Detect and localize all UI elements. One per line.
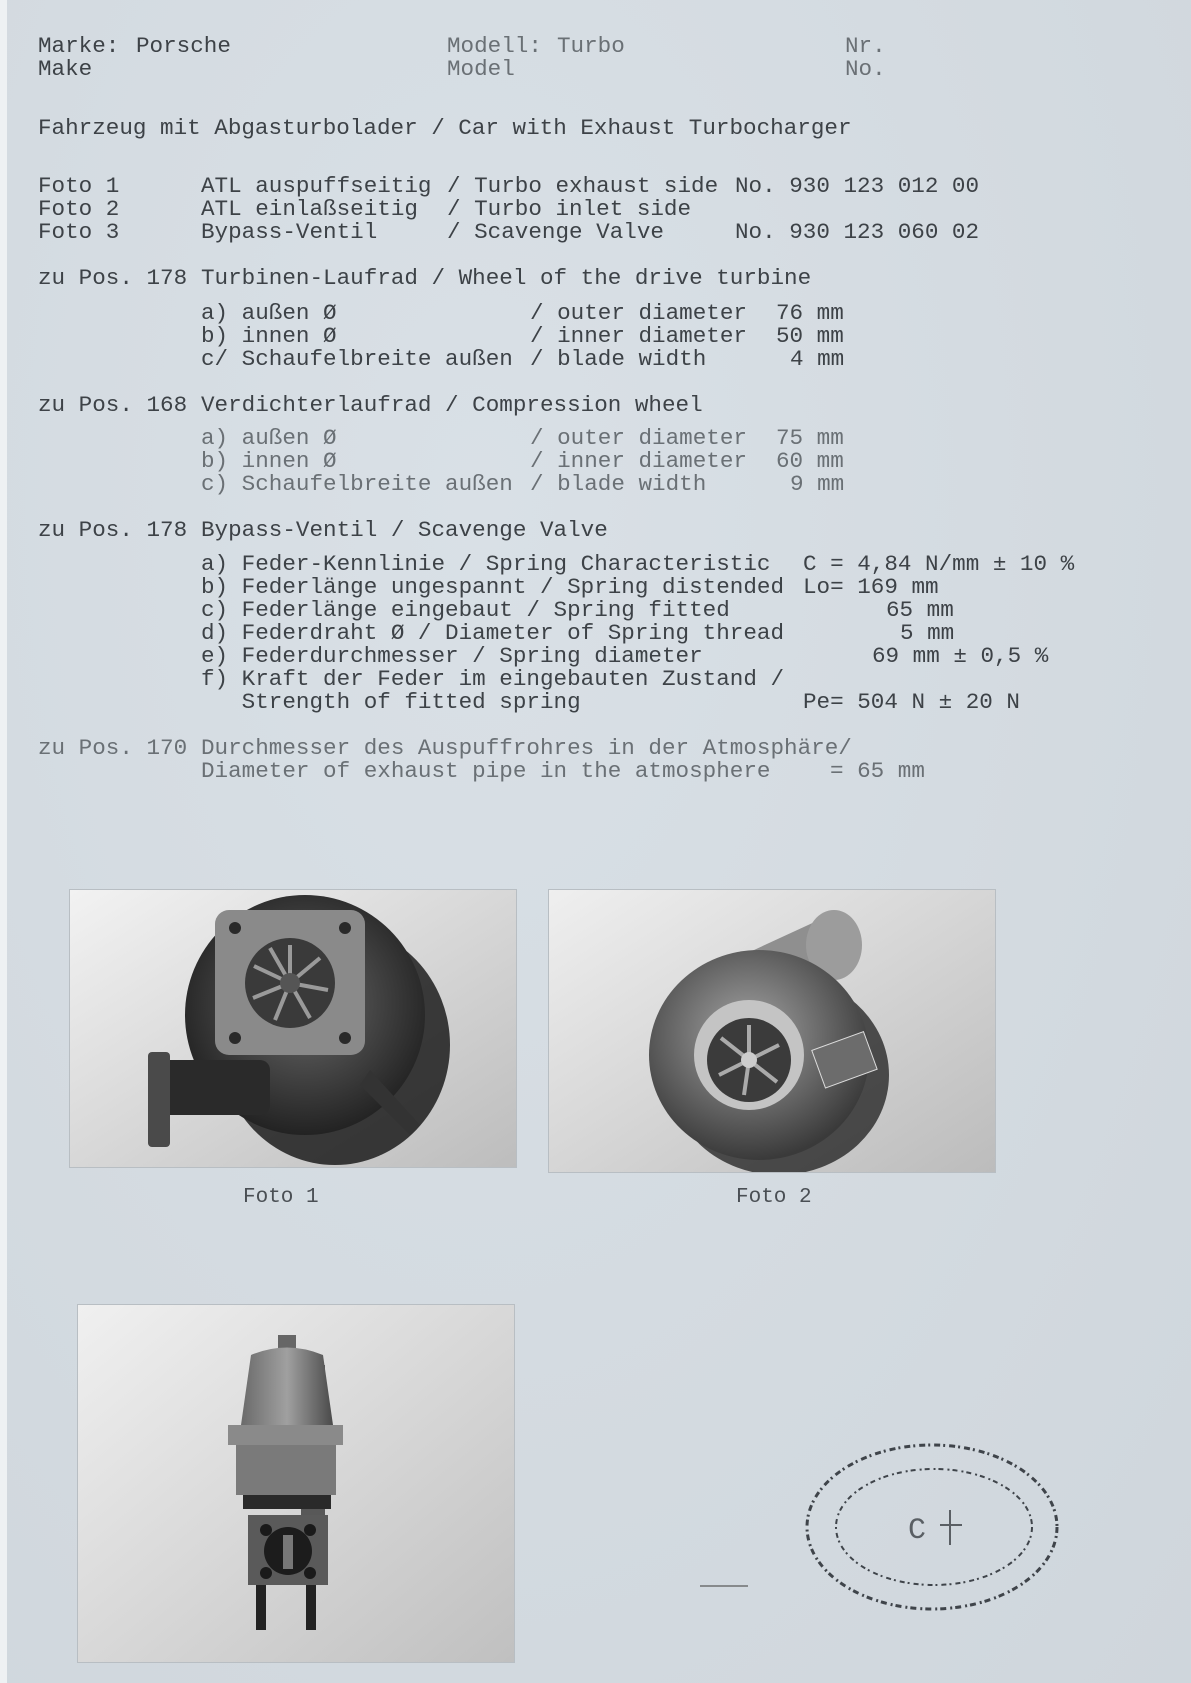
spring-spec-value: Pe= 504 N ± 20 N — [803, 689, 1020, 715]
spring-spec-value: 5 mm — [900, 620, 955, 646]
photo-list-de: Bypass-Ventil — [201, 219, 378, 245]
spec-label-en: / blade width — [530, 346, 707, 372]
spec-label-de: a) außen Ø — [201, 300, 337, 326]
photo-list-label: Foto 3 — [38, 219, 120, 245]
photo-list-label: Foto 1 — [38, 173, 120, 199]
spring-spec-label: e) Federdurchmesser / Spring diameter — [201, 643, 703, 669]
photo2-caption: Foto 2 — [736, 1186, 812, 1209]
model-label-en: Model — [447, 56, 515, 82]
official-stamp — [800, 1440, 1065, 1615]
photo1-caption: Foto 1 — [243, 1186, 319, 1209]
photo-list-number: No. 930 123 060 02 — [735, 219, 980, 245]
section-pos: zu Pos. 168 — [38, 392, 188, 418]
stamp-text: C — [908, 1514, 927, 1548]
photo-list-de: ATL auspuffseitig — [201, 173, 432, 199]
make-value: Porsche — [136, 33, 231, 59]
photo-list-de: ATL einlaßseitig — [201, 196, 418, 222]
subject-line: Fahrzeug mit Abgasturbolader / Car with Exhaust Turbocharger — [38, 115, 852, 141]
photo-list-en: / Scavenge Valve — [447, 219, 664, 245]
make-label-en: Make — [38, 56, 93, 82]
spring-spec-label: f) Kraft der Feder im eingebauten Zustand / — [201, 666, 785, 692]
spring-spec-label: d) Federdraht Ø / Diameter of Spring thread — [201, 620, 785, 646]
spec-label-en: / inner diameter — [530, 323, 747, 349]
spring-spec-value: C = 4,84 N/mm ± 10 % — [803, 551, 1075, 577]
section-line: Diameter of exhaust pipe in the atmosphere — [201, 758, 771, 784]
spring-spec-value: 65 mm — [886, 597, 954, 623]
spec-value: 60 mm — [776, 448, 844, 474]
photo-list-number: No. 930 123 012 00 — [735, 173, 980, 199]
section-pos: zu Pos. 178 — [38, 265, 188, 291]
spec-label-de: a) außen Ø — [201, 425, 337, 451]
spring-spec-label: b) Federlänge ungespannt / Spring distended — [201, 574, 785, 600]
spec-label-en: / outer diameter — [530, 300, 747, 326]
spec-value: 76 mm — [776, 300, 844, 326]
make-label: Marke: — [38, 33, 120, 59]
spec-label-de: b) innen Ø — [201, 323, 337, 349]
photo-turbo-exhaust-side — [70, 890, 516, 1167]
nr-label: Nr. — [845, 33, 886, 59]
no-label: No. — [845, 56, 886, 82]
section-pos: zu Pos. 178 — [38, 517, 188, 543]
spring-spec-label: Strength of fitted spring — [201, 689, 581, 715]
spec-value: 9 mm — [790, 471, 845, 497]
section-value: = 65 mm — [830, 758, 925, 784]
photo-scavenge-valve — [78, 1305, 514, 1662]
section-title: Verdichterlaufrad / Compression wheel — [201, 392, 703, 418]
signature-mark — [700, 1585, 748, 1587]
spec-label-en: / outer diameter — [530, 425, 747, 451]
spec-value: 75 mm — [776, 425, 844, 451]
section-title: Turbinen-Laufrad / Wheel of the drive turbine — [201, 265, 812, 291]
spec-label-en: / blade width — [530, 471, 707, 497]
spring-spec-label: c) Federlänge eingebaut / Spring fitted — [201, 597, 730, 623]
model-label: Modell: — [447, 33, 542, 59]
photo-turbo-inlet-side — [549, 890, 995, 1172]
photo-list-label: Foto 2 — [38, 196, 120, 222]
spec-value: 50 mm — [776, 323, 844, 349]
section-title: Bypass-Ventil / Scavenge Valve — [201, 517, 608, 543]
spec-label-en: / inner diameter — [530, 448, 747, 474]
spring-spec-value: Lo= 169 mm — [803, 574, 939, 600]
spec-label-de: c) Schaufelbreite außen — [201, 471, 513, 497]
photo-list-en: / Turbo exhaust side — [447, 173, 719, 199]
page-edge — [0, 0, 7, 1683]
spec-label-de: c/ Schaufelbreite außen — [201, 346, 513, 372]
model-value: Turbo — [557, 33, 625, 59]
section-pos: zu Pos. 170 — [38, 735, 188, 761]
spec-label-de: b) innen Ø — [201, 448, 337, 474]
spec-value: 4 mm — [790, 346, 845, 372]
spring-spec-value: 69 mm ± 0,5 % — [872, 643, 1049, 669]
photo-list-en: / Turbo inlet side — [447, 196, 692, 222]
section-line: Durchmesser des Auspuffrohres in der Atmosphäre/ — [201, 735, 852, 761]
spring-spec-label: a) Feder-Kennlinie / Spring Characteristic — [201, 551, 771, 577]
